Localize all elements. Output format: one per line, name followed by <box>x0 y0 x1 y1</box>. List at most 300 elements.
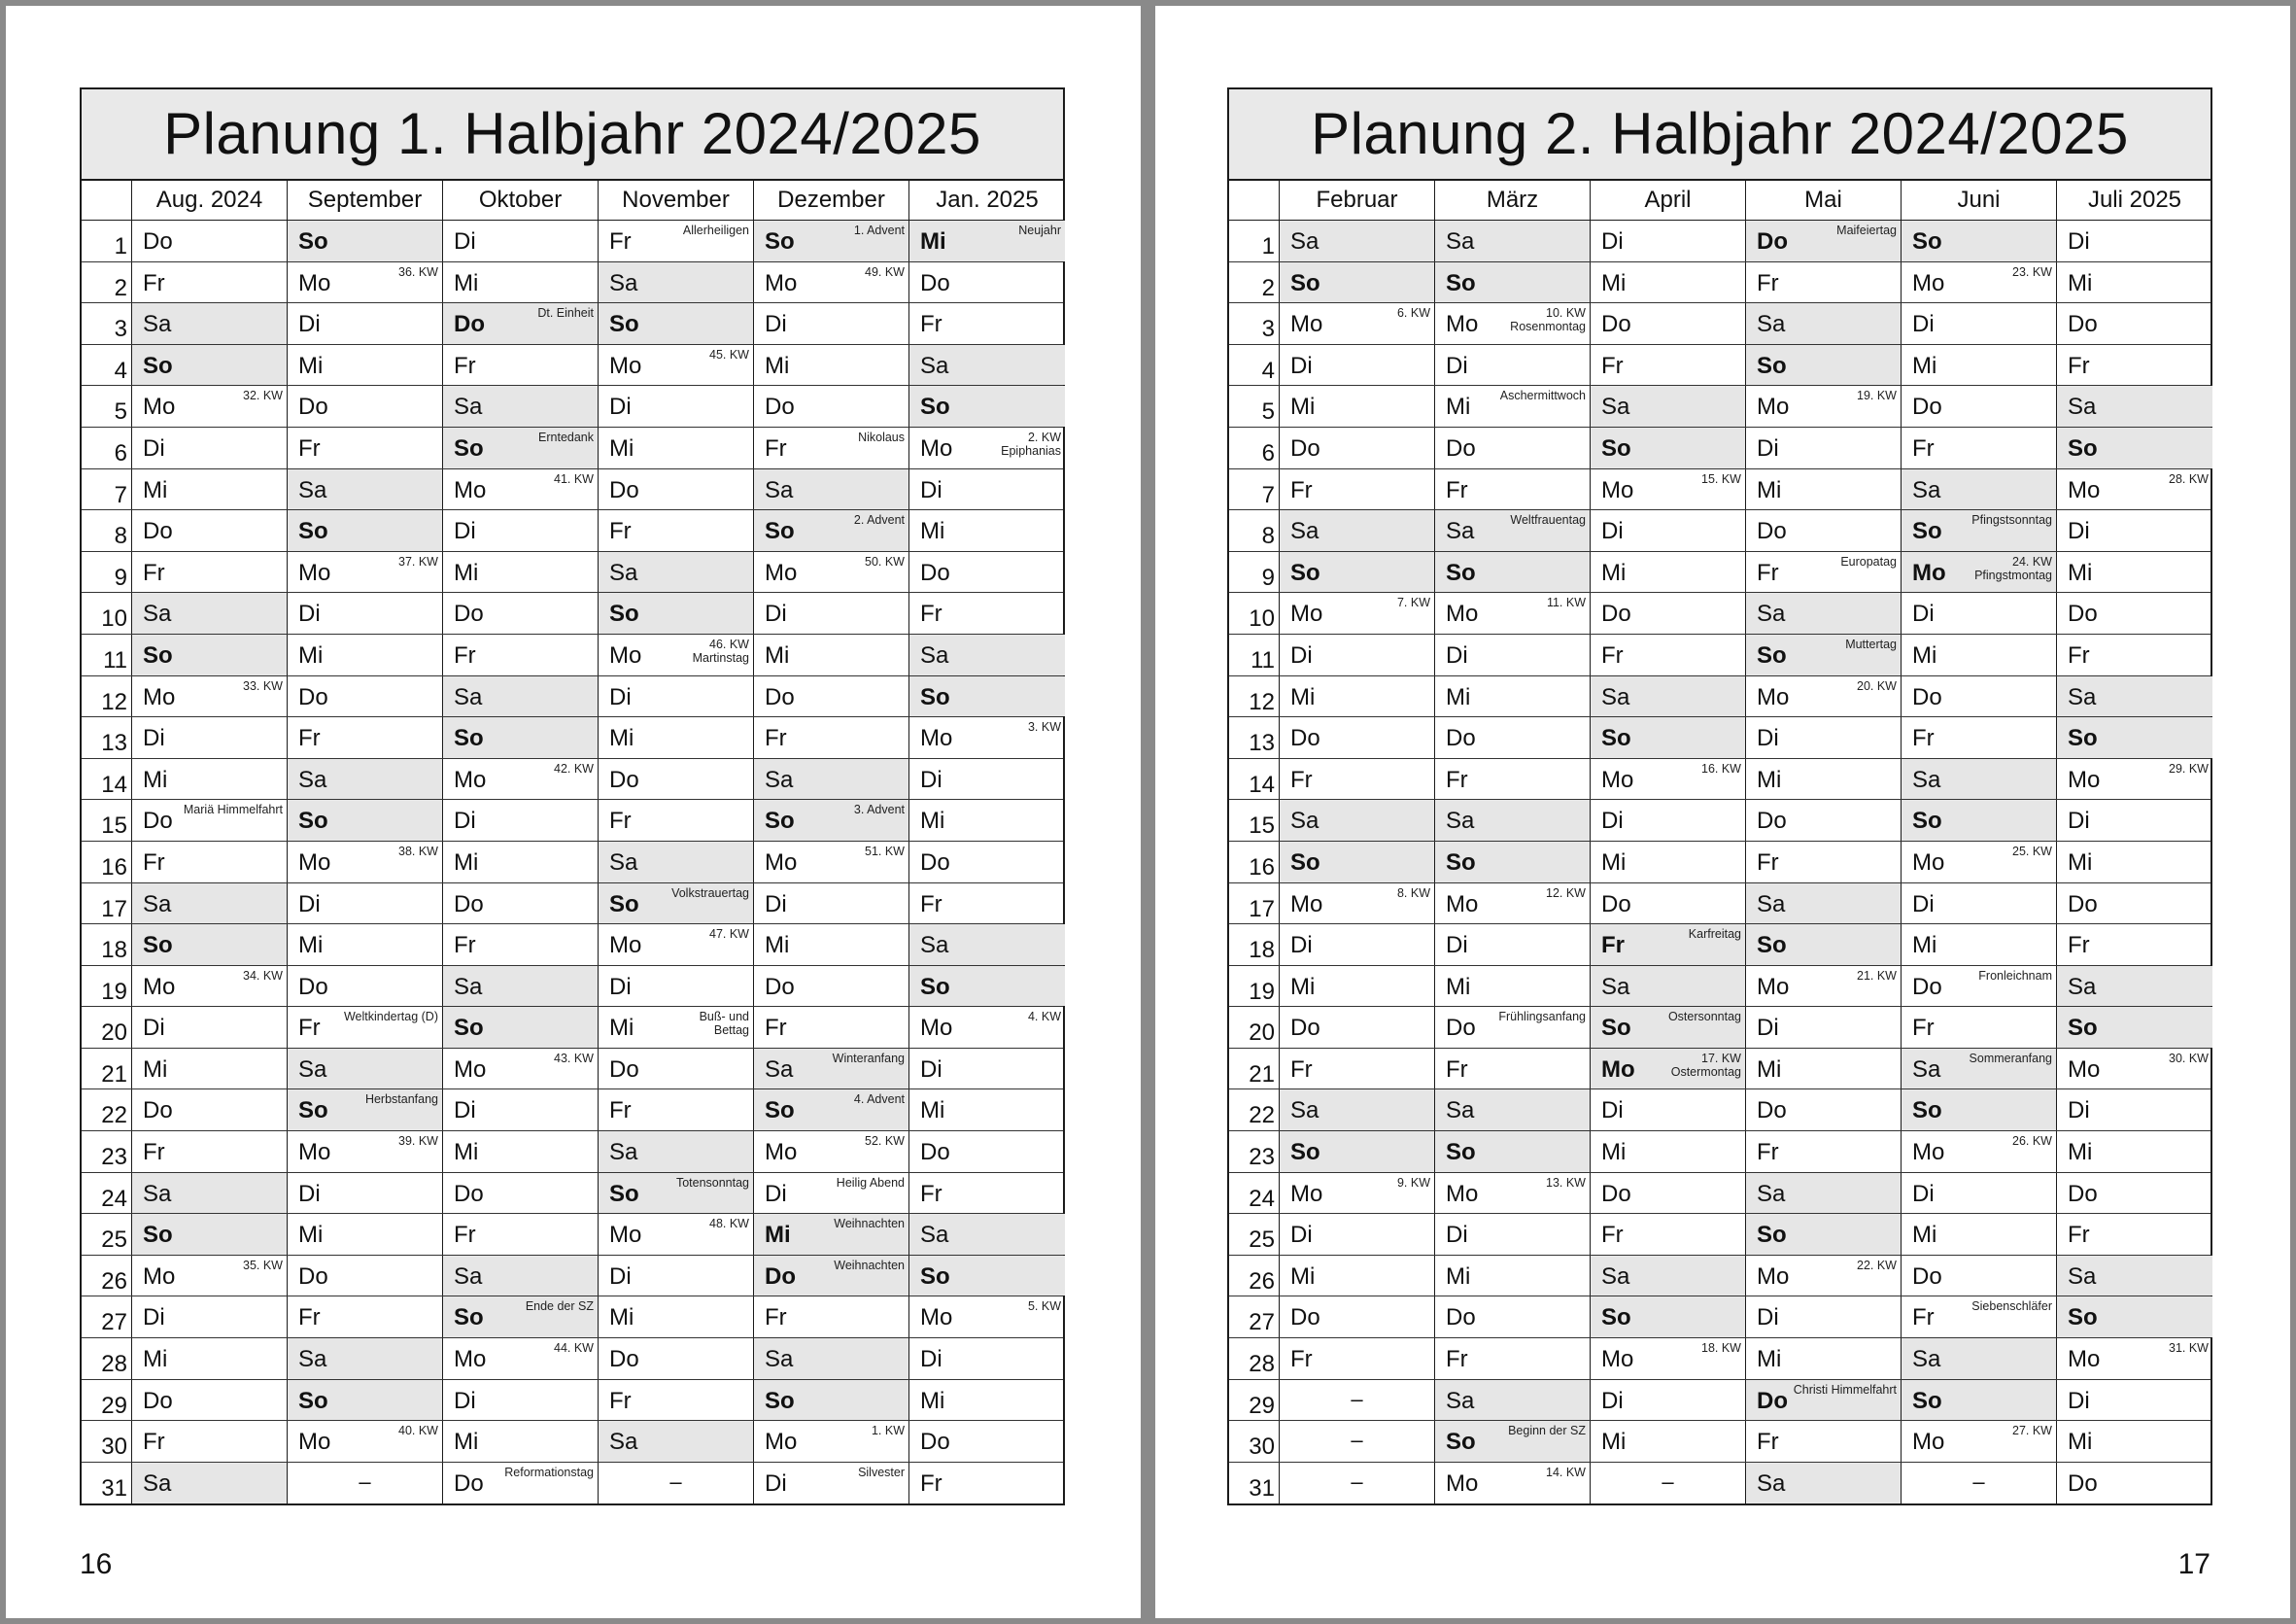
day-cell <box>443 800 599 841</box>
day-number: 25 <box>1229 1214 1280 1255</box>
day-cell <box>1746 345 1902 386</box>
table-row <box>82 428 1063 469</box>
weekday-label: Sa <box>1290 808 1319 835</box>
empty-day-dash: – <box>1662 1469 1674 1494</box>
day-cell <box>1591 428 1746 468</box>
weekday-label: Fr <box>143 848 165 876</box>
day-cell <box>2057 842 2212 882</box>
table-row <box>82 1173 1063 1215</box>
day-note: 40. KW <box>398 1424 438 1438</box>
weekday-label: Mi <box>2068 1429 2093 1456</box>
day-number: 3 <box>1229 303 1280 344</box>
table-body <box>1229 221 2210 1503</box>
day-cell <box>909 552 1065 593</box>
weekday-label: Do <box>1757 518 1787 545</box>
day-cell <box>1435 386 1591 427</box>
weekday-label: Fr <box>1912 1015 1935 1042</box>
table-row <box>1229 800 2210 842</box>
day-cell <box>1902 800 2057 841</box>
day-number: 7 <box>1229 469 1280 510</box>
weekday-label: Fr <box>1912 434 1935 462</box>
day-cell <box>1591 966 1746 1007</box>
weekday-label: Do <box>920 1429 950 1456</box>
day-cell <box>754 510 909 551</box>
day-cell <box>909 1131 1065 1172</box>
day-number: 4 <box>82 345 132 386</box>
weekday-label: So <box>1290 848 1320 876</box>
day-note: Weihnachten <box>834 1217 905 1231</box>
day-cell <box>1591 842 1746 882</box>
table-row <box>82 842 1063 883</box>
table-row <box>82 221 1063 262</box>
day-cell <box>1435 800 1591 841</box>
month-header: September <box>288 181 443 220</box>
weekday-label: Di <box>1446 641 1468 669</box>
day-cell <box>1435 1131 1591 1172</box>
day-note: Buß- und Bettag <box>699 1010 749 1038</box>
day-cell <box>1280 262 1435 303</box>
day-number: 23 <box>1229 1131 1280 1172</box>
day-cell <box>1591 345 1746 386</box>
weekday-label: Mi <box>1601 1429 1627 1456</box>
weekday-label: Mi <box>298 641 324 669</box>
day-cell <box>443 262 599 303</box>
weekday-label: Do <box>1446 1015 1476 1042</box>
day-cell <box>909 676 1065 717</box>
weekday-label: So <box>920 973 950 1000</box>
weekday-label: Di <box>765 890 787 917</box>
day-cell <box>1280 635 1435 675</box>
weekday-label: Do <box>1446 434 1476 462</box>
day-cell <box>754 759 909 800</box>
day-cell <box>1746 552 1902 593</box>
day-cell <box>443 593 599 634</box>
day-number: 25 <box>82 1214 132 1255</box>
table-row <box>82 759 1063 801</box>
day-cell <box>1746 800 1902 841</box>
day-cell <box>599 842 754 882</box>
weekday-label: Fr <box>920 890 942 917</box>
day-cell <box>2057 1173 2212 1214</box>
day-number: 27 <box>1229 1296 1280 1337</box>
day-cell <box>754 428 909 468</box>
day-note: 31. KW <box>2169 1341 2209 1356</box>
day-cell <box>1746 1296 1902 1337</box>
weekday-label: Fr <box>143 1139 165 1166</box>
weekday-label: Mi <box>920 1387 945 1414</box>
day-cell <box>754 1173 909 1214</box>
weekday-label: So <box>1601 434 1631 462</box>
day-cell <box>1435 1173 1591 1214</box>
weekday-label: So <box>920 1262 950 1290</box>
day-cell <box>754 221 909 261</box>
weekday-label: So <box>609 311 639 338</box>
day-cell <box>909 1214 1065 1255</box>
day-cell <box>1902 1173 2057 1214</box>
weekday-label: Di <box>2068 518 2090 545</box>
day-cell <box>288 1214 443 1255</box>
day-cell <box>1902 924 2057 965</box>
weekday-label: Mo <box>609 641 642 669</box>
day-cell <box>909 428 1065 468</box>
day-cell <box>1746 717 1902 758</box>
weekday-label: So <box>765 518 795 545</box>
day-cell <box>1902 386 2057 427</box>
weekday-label: Di <box>1757 725 1779 752</box>
weekday-label: Fr <box>1601 352 1624 379</box>
planning-table <box>80 87 1065 1505</box>
day-cell <box>288 221 443 261</box>
day-cell <box>1746 1173 1902 1214</box>
day-number: 26 <box>1229 1256 1280 1296</box>
page-number: 16 <box>80 1548 113 1580</box>
day-note: 3. KW <box>1027 720 1061 735</box>
day-cell <box>288 635 443 675</box>
day-cell <box>1280 1049 1435 1089</box>
weekday-label: Fr <box>143 559 165 586</box>
day-cell <box>1746 262 1902 303</box>
weekday-label: Mo <box>454 1346 487 1373</box>
day-cell <box>288 800 443 841</box>
day-cell <box>1746 635 1902 675</box>
day-cell <box>909 759 1065 800</box>
weekday-label: So <box>1912 808 1942 835</box>
day-note: Totensonntag <box>675 1175 749 1190</box>
weekday-label: Mo <box>143 394 176 421</box>
day-cell <box>1902 1131 2057 1172</box>
day-cell <box>1435 221 1591 261</box>
day-cell <box>909 717 1065 758</box>
day-cell <box>1280 510 1435 551</box>
weekday-label: Mo <box>1290 311 1323 338</box>
day-cell <box>599 303 754 344</box>
weekday-label: So <box>1757 932 1787 959</box>
day-number: 13 <box>1229 717 1280 758</box>
day-cell <box>909 1338 1065 1379</box>
table-row <box>82 593 1063 635</box>
weekday-label: Do <box>1757 1097 1787 1124</box>
weekday-label: Mo <box>1446 601 1479 628</box>
day-cell <box>1746 1049 1902 1089</box>
day-cell <box>288 345 443 386</box>
month-header: Juni <box>1902 181 2057 220</box>
weekday-label: Mi <box>1912 352 1937 379</box>
weekday-label: Fr <box>1446 766 1468 793</box>
weekday-label: Sa <box>1446 518 1475 545</box>
day-cell <box>1746 1463 1902 1504</box>
day-cell <box>443 1256 599 1296</box>
day-cell <box>288 1463 443 1504</box>
weekday-label: So <box>765 1097 795 1124</box>
weekday-label: Sa <box>454 973 483 1000</box>
weekday-label: Mi <box>454 1139 479 1166</box>
day-cell <box>2057 676 2212 717</box>
weekday-label: Di <box>765 1469 787 1497</box>
day-note: Herbstanfang <box>364 1092 438 1107</box>
day-cell <box>599 469 754 510</box>
month-header: April <box>1591 181 1746 220</box>
day-number: 14 <box>1229 759 1280 800</box>
weekday-label: Mo <box>1912 559 1946 586</box>
day-number: 16 <box>1229 842 1280 882</box>
day-number: 20 <box>82 1007 132 1048</box>
table-row <box>82 924 1063 966</box>
day-cell <box>754 1214 909 1255</box>
day-cell <box>132 1256 288 1296</box>
day-number: 2 <box>82 262 132 303</box>
weekday-label: Sa <box>454 683 483 710</box>
day-cell <box>909 1049 1065 1089</box>
day-number: 6 <box>82 428 132 468</box>
day-number: 30 <box>82 1421 132 1462</box>
day-note: 8. KW <box>1396 885 1430 900</box>
weekday-label: So <box>1446 1429 1476 1456</box>
weekday-label: Mo <box>298 1139 331 1166</box>
day-cell <box>909 221 1065 261</box>
weekday-label: Fr <box>1290 1055 1313 1083</box>
day-cell <box>443 221 599 261</box>
day-cell <box>1280 1007 1435 1048</box>
corner-cell <box>1229 181 1280 220</box>
day-cell <box>2057 1380 2212 1421</box>
day-number: 29 <box>1229 1380 1280 1421</box>
weekday-label: So <box>1446 269 1476 296</box>
day-cell <box>1902 221 2057 261</box>
weekday-label: So <box>1912 1387 1942 1414</box>
day-cell <box>2057 1421 2212 1462</box>
weekday-label: Mo <box>143 1262 176 1290</box>
left-page <box>6 6 1141 1618</box>
day-cell <box>443 717 599 758</box>
day-cell <box>1902 1380 2057 1421</box>
day-number: 13 <box>82 717 132 758</box>
weekday-label: Fr <box>454 641 476 669</box>
table-row <box>1229 262 2210 304</box>
day-cell <box>909 1256 1065 1296</box>
table-row <box>82 676 1063 718</box>
weekday-label: Di <box>143 1304 165 1331</box>
weekday-label: Di <box>143 725 165 752</box>
weekday-label: Sa <box>143 1180 172 1207</box>
day-cell <box>288 1173 443 1214</box>
day-number: 14 <box>82 759 132 800</box>
weekday-label: So <box>765 1387 795 1414</box>
day-cell <box>1280 469 1435 510</box>
weekday-label: Sa <box>920 1222 949 1249</box>
day-cell <box>1280 966 1435 1007</box>
weekday-label: Di <box>1912 1180 1935 1207</box>
weekday-label: Di <box>454 228 476 255</box>
weekday-label: Di <box>1601 1387 1624 1414</box>
weekday-label: Di <box>454 1097 476 1124</box>
weekday-label: Do <box>143 1097 173 1124</box>
weekday-label: Sa <box>1912 1346 1941 1373</box>
empty-day-dash: – <box>1351 1469 1363 1494</box>
weekday-label: Fr <box>2068 932 2090 959</box>
day-cell <box>443 1007 599 1048</box>
weekday-label: Mo <box>920 1304 953 1331</box>
weekday-label: Fr <box>920 1180 942 1207</box>
weekday-label: Mi <box>1601 559 1627 586</box>
weekday-label: Sa <box>143 890 172 917</box>
weekday-label: Do <box>298 1262 328 1290</box>
day-cell <box>288 1296 443 1337</box>
day-note: 43. KW <box>554 1051 594 1065</box>
weekday-label: Fr <box>1290 766 1313 793</box>
day-note: 47. KW <box>709 927 749 942</box>
day-cell <box>443 1421 599 1462</box>
weekday-label: Sa <box>609 848 638 876</box>
table-row <box>82 345 1063 387</box>
day-cell <box>132 635 288 675</box>
day-cell <box>909 635 1065 675</box>
day-cell <box>1746 1338 1902 1379</box>
weekday-label: Sa <box>1601 973 1630 1000</box>
day-cell <box>1435 1463 1591 1504</box>
day-cell <box>754 1338 909 1379</box>
table-row <box>82 1049 1063 1090</box>
day-cell <box>1435 1089 1591 1130</box>
weekday-label: So <box>298 1387 328 1414</box>
weekday-label: Mo <box>920 434 953 462</box>
day-note: Europatag <box>1840 554 1897 569</box>
page-title: Planung 1. Halbjahr 2024/2025 <box>82 89 1063 181</box>
weekday-label: So <box>2068 434 2098 462</box>
day-number: 30 <box>1229 1421 1280 1462</box>
day-cell <box>288 428 443 468</box>
day-cell <box>1435 883 1591 924</box>
weekday-label: Mo <box>1757 394 1790 421</box>
weekday-label: Sa <box>920 641 949 669</box>
day-cell <box>599 800 754 841</box>
weekday-label: Do <box>2068 890 2098 917</box>
day-cell <box>443 842 599 882</box>
weekday-label: Do <box>1446 725 1476 752</box>
day-cell <box>1435 635 1591 675</box>
weekday-label: Mi <box>454 848 479 876</box>
day-cell <box>1902 428 2057 468</box>
day-cell <box>1746 1256 1902 1296</box>
weekday-label: Do <box>1290 1304 1320 1331</box>
day-note: 5. KW <box>1027 1299 1061 1314</box>
day-cell <box>288 1089 443 1130</box>
day-cell <box>132 303 288 344</box>
day-cell <box>288 759 443 800</box>
day-cell <box>1746 1214 1902 1255</box>
weekday-label: Mi <box>143 766 168 793</box>
day-cell <box>132 966 288 1007</box>
weekday-label: Mi <box>298 932 324 959</box>
weekday-label: Mi <box>1757 766 1782 793</box>
weekday-label: Mo <box>298 848 331 876</box>
day-cell <box>132 386 288 427</box>
table-row <box>1229 883 2210 925</box>
weekday-label: Do <box>920 559 950 586</box>
weekday-label: Mi <box>1912 1222 1937 1249</box>
day-note: 45. KW <box>709 347 749 362</box>
weekday-label: So <box>454 725 484 752</box>
day-cell <box>754 469 909 510</box>
day-cell <box>288 1049 443 1089</box>
day-cell <box>443 883 599 924</box>
weekday-label: Mo <box>1601 1055 1635 1083</box>
day-number: 31 <box>82 1463 132 1504</box>
day-note: Silvester <box>858 1465 905 1479</box>
weekday-label: Do <box>609 1346 639 1373</box>
day-cell <box>1591 759 1746 800</box>
day-cell <box>599 1463 754 1504</box>
day-cell <box>909 593 1065 634</box>
weekday-label: Mo <box>1446 1469 1479 1497</box>
day-number: 17 <box>1229 883 1280 924</box>
weekday-label: Di <box>1601 518 1624 545</box>
day-cell <box>1280 800 1435 841</box>
weekday-label: Sa <box>1912 476 1941 503</box>
weekday-label: Fr <box>1757 269 1779 296</box>
day-cell <box>1746 510 1902 551</box>
weekday-label: Mo <box>143 973 176 1000</box>
day-note: Neujahr <box>1018 224 1061 237</box>
table-row <box>82 1463 1063 1504</box>
month-header: Mai <box>1746 181 1902 220</box>
empty-day-dash: – <box>1351 1428 1363 1453</box>
weekday-label: So <box>1601 1304 1631 1331</box>
day-number: 10 <box>82 593 132 634</box>
day-cell <box>909 303 1065 344</box>
day-cell <box>1902 593 2057 634</box>
day-note: 25. KW <box>2012 844 2052 858</box>
weekday-label: Mi <box>2068 269 2093 296</box>
weekday-label: Di <box>1757 434 1779 462</box>
weekday-label: Fr <box>609 228 632 255</box>
table-row <box>82 510 1063 552</box>
weekday-label: Do <box>1757 1387 1788 1414</box>
day-cell <box>1591 593 1746 634</box>
weekday-label: Di <box>298 601 321 628</box>
day-cell <box>132 262 288 303</box>
weekday-label: So <box>1290 269 1320 296</box>
weekday-label: Do <box>454 1469 484 1497</box>
day-cell <box>754 924 909 965</box>
day-cell <box>754 883 909 924</box>
table-row <box>1229 386 2210 428</box>
weekday-label: Do <box>1601 311 1631 338</box>
day-number: 24 <box>1229 1173 1280 1214</box>
day-note: 4. Advent <box>853 1092 905 1107</box>
day-note: Dt. Einheit <box>537 306 594 321</box>
weekday-label: Sa <box>1290 518 1319 545</box>
weekday-label: Mi <box>2068 559 2093 586</box>
day-cell <box>1435 966 1591 1007</box>
day-cell <box>443 1173 599 1214</box>
weekday-label: Fr <box>920 1469 942 1497</box>
day-cell <box>754 966 909 1007</box>
weekday-label: Do <box>609 476 639 503</box>
weekday-label: Do <box>920 1139 950 1166</box>
day-cell <box>1280 924 1435 965</box>
day-cell <box>909 800 1065 841</box>
weekday-label: Di <box>609 1262 632 1290</box>
day-cell <box>132 428 288 468</box>
weekday-label: Di <box>143 1015 165 1042</box>
weekday-label: Mo <box>1912 1139 1945 1166</box>
day-number: 23 <box>82 1131 132 1172</box>
day-cell <box>1280 552 1435 593</box>
day-cell <box>1280 883 1435 924</box>
table-row <box>1229 759 2210 801</box>
weekday-label: Mi <box>920 228 946 255</box>
day-cell <box>754 717 909 758</box>
